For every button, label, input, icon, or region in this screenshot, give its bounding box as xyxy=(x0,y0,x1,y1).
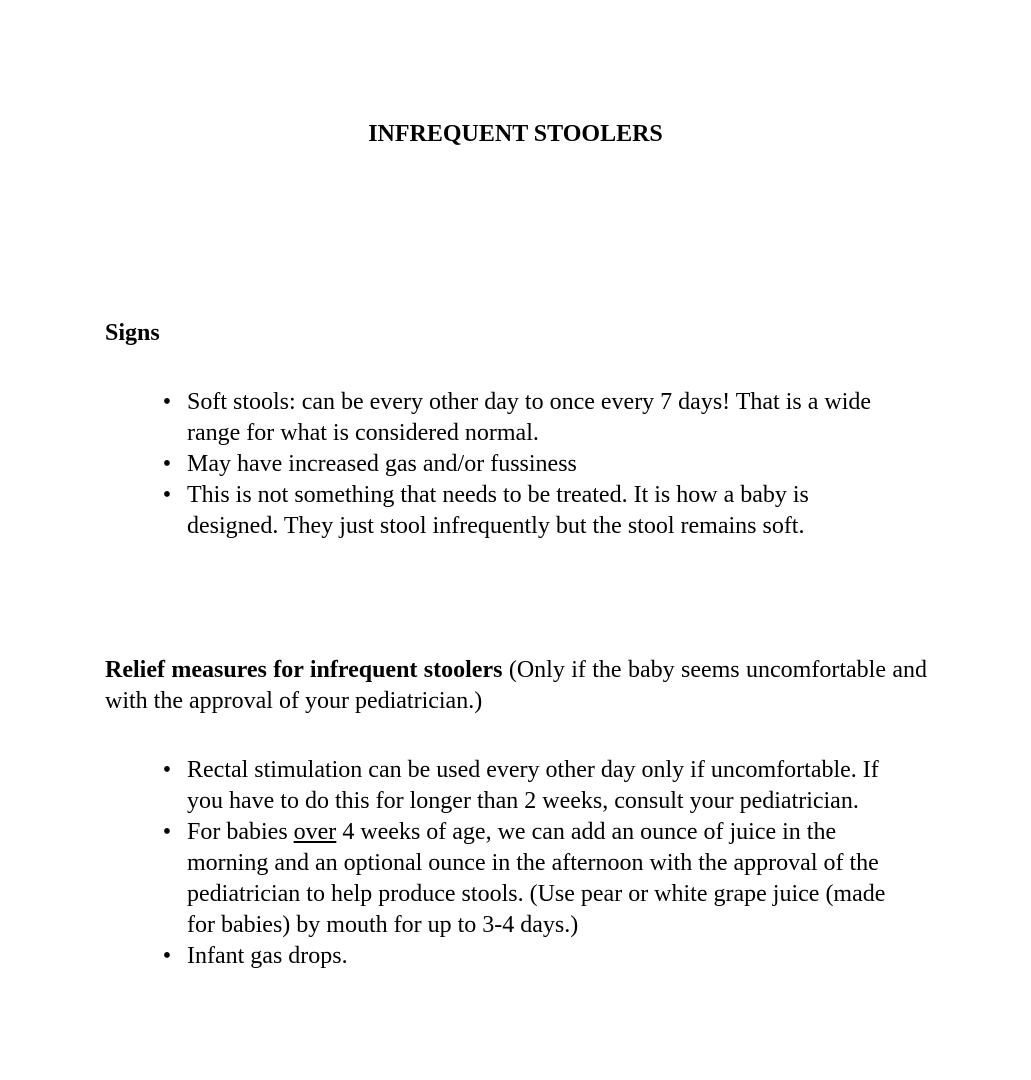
list-item-text: Rectal stimulation can be used every other day only if uncomfortable. If you have to do this for longer than 2 weeks, consult your pediatrician. xyxy=(187,757,879,814)
list-item-text xyxy=(187,819,885,938)
bullet-icon: • xyxy=(162,819,172,845)
signs-heading: Signs xyxy=(105,320,160,346)
relief-intro xyxy=(105,655,927,717)
text-run: For babies xyxy=(187,819,294,845)
underlined-word: over xyxy=(293,819,337,845)
bullet-icon: • xyxy=(162,482,172,508)
list-item-text: This is not something that needs to be treated. It is how a baby is designed. They just stool infrequently but the stool remains soft. xyxy=(187,482,809,539)
list-item xyxy=(105,480,895,542)
text-run: 4 weeks of age, we can add an ounce of juice in the morning and an optional ounce in the afternoon with the approval of the pediatrician to help produce stools. (Use pear or white grape juice (made for babies) by mouth for up to 3-4 days.) xyxy=(187,819,886,938)
list-item xyxy=(105,755,895,817)
list-item xyxy=(105,817,895,941)
signs-list xyxy=(105,387,895,542)
list-item-text: May have increased gas and/or fussiness xyxy=(187,451,577,477)
bullet-icon: • xyxy=(162,943,172,969)
list-item-text: Infant gas drops. xyxy=(187,943,348,969)
relief-heading: Relief measures for infrequent stoolers xyxy=(105,657,503,683)
list-item xyxy=(105,387,895,449)
relief-list xyxy=(105,755,895,972)
list-item xyxy=(105,941,895,972)
list-item-text: Soft stools: can be every other day to once every 7 days! That is a wide range for what is considered normal. xyxy=(187,389,872,446)
bullet-icon: • xyxy=(162,757,172,783)
relief-note: (Only if the baby seems uncomfortable and with the approval of your pediatrician.) xyxy=(105,657,928,714)
bullet-icon: • xyxy=(162,451,172,477)
list-item xyxy=(105,449,895,480)
page-title: INFREQUENT STOOLERS xyxy=(368,121,663,147)
bullet-icon: • xyxy=(162,389,172,415)
